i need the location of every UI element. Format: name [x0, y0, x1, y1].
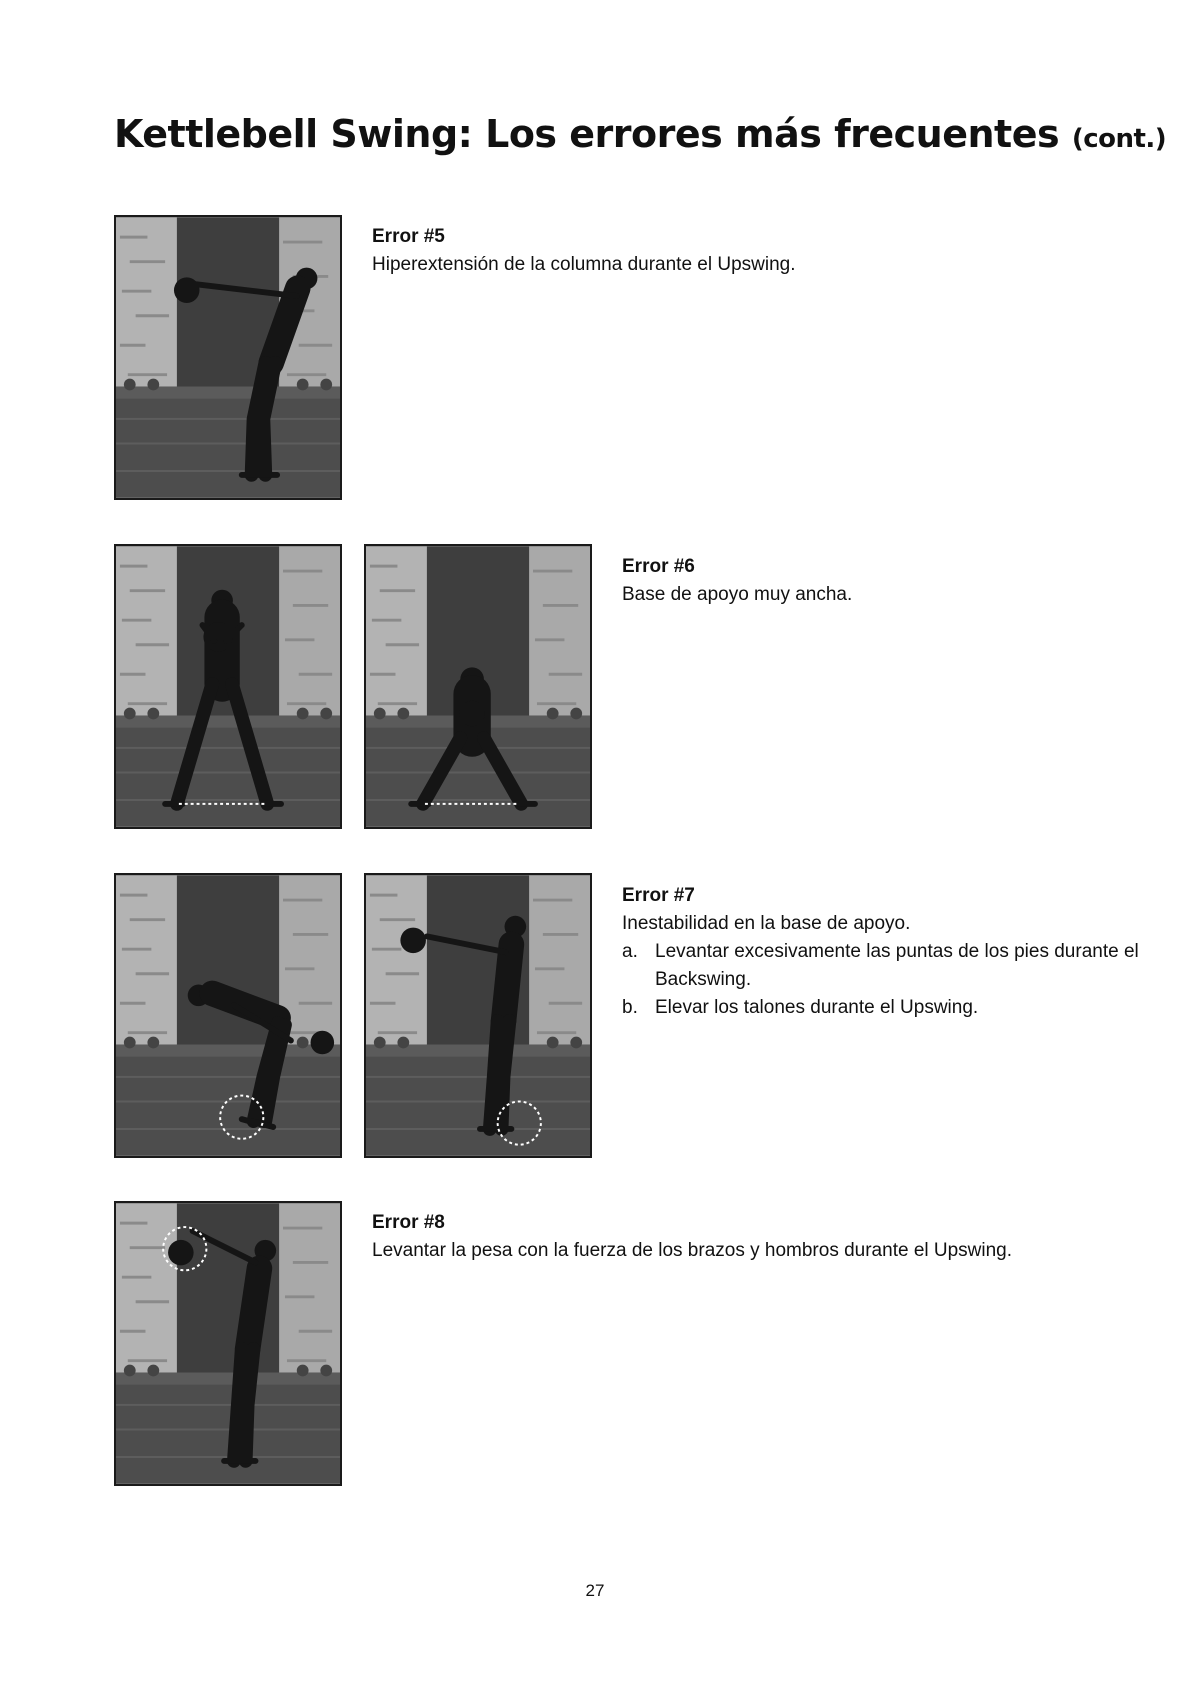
error-7-list	[622, 938, 1162, 1022]
page-number: 27	[585, 1581, 605, 1600]
error-8-text	[372, 1209, 1162, 1265]
page-title-text: Kettlebell Swing: Los errores más frecuentes	[114, 112, 1060, 156]
error-7-description: Inestabilidad en la base de apoyo.	[622, 913, 911, 934]
list-item-text: Elevar los talones durante el Upswing.	[655, 997, 979, 1018]
photo-error-6-front-backswing	[364, 544, 592, 829]
error-7-heading: Error #7	[622, 885, 695, 906]
error-5-description: Hiperextensión de la columna durante el Upswing.	[372, 254, 796, 275]
error-5-heading: Error #5	[372, 226, 445, 247]
list-marker: b.	[622, 997, 638, 1018]
error-8-description: Levantar la pesa con la fuerza de los brazos y hombros durante el Upswing.	[372, 1240, 1013, 1261]
photo-error-6-front-upswing	[114, 544, 342, 829]
list-item	[622, 994, 1162, 1022]
error-8-heading: Error #8	[372, 1212, 445, 1233]
photo-error-5	[114, 215, 342, 500]
photo-error-8	[114, 1201, 342, 1486]
page-title	[114, 112, 1166, 156]
error-6-heading: Error #6	[622, 556, 695, 577]
error-6-description: Base de apoyo muy ancha.	[622, 584, 853, 605]
photo-error-7-upswing	[364, 873, 592, 1158]
list-item-text: Levantar excesivamente las puntas de los pies durante el Backswing.	[655, 941, 1139, 990]
error-7-text	[622, 882, 1162, 1022]
photo-error-7-backswing	[114, 873, 342, 1158]
error-6-text	[622, 553, 1162, 609]
list-item	[622, 938, 1162, 994]
error-5-text	[372, 223, 1112, 279]
page-title-suffix: (cont.)	[1071, 124, 1167, 154]
list-marker: a.	[622, 941, 638, 962]
